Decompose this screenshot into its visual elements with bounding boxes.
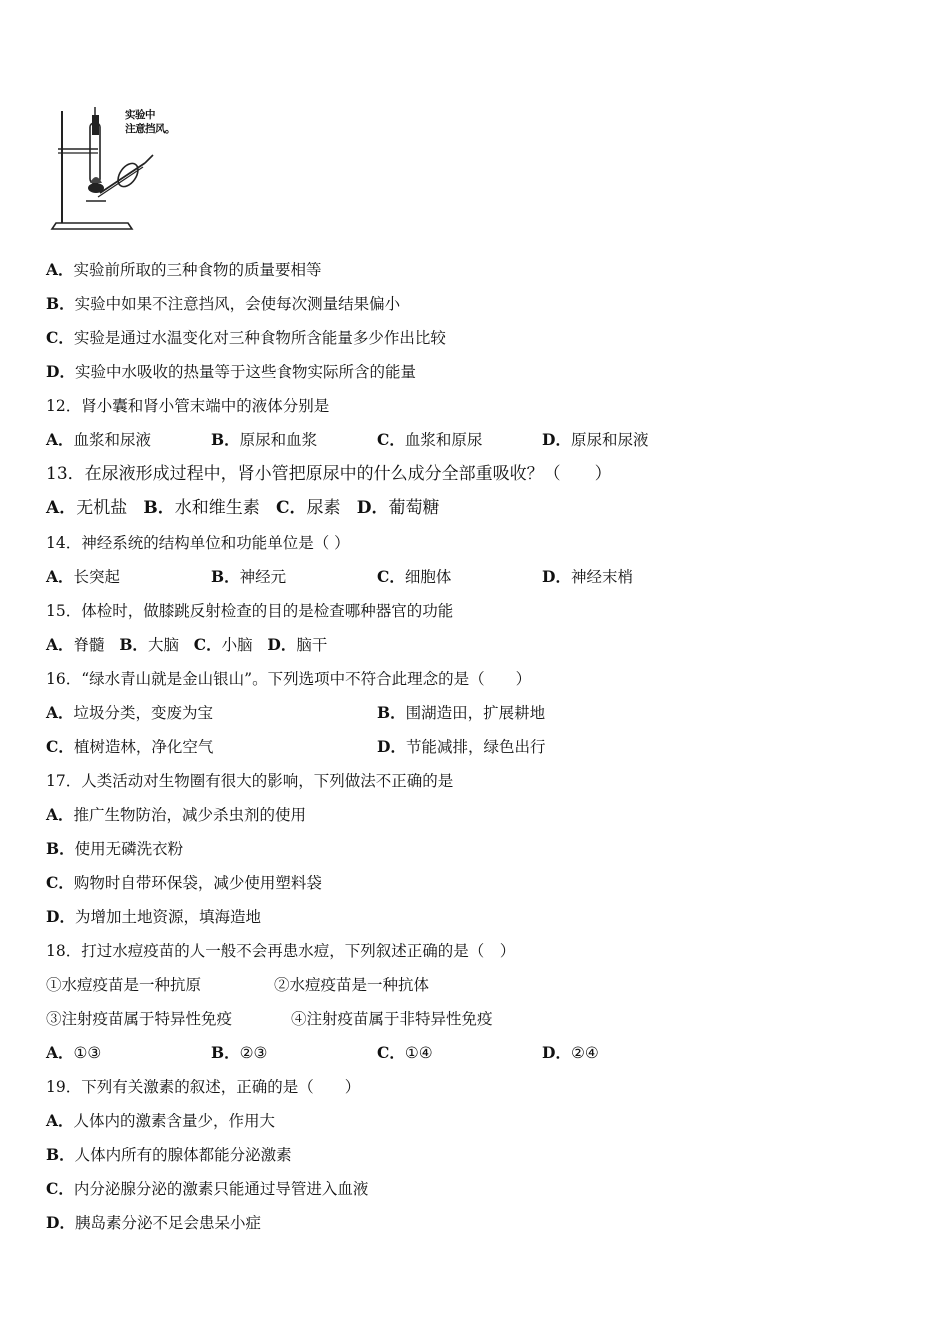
q17-option-a: A．推广生物防治，减少杀虫剂的使用: [46, 805, 307, 824]
q11-option-d: D．实验中水吸收的热量等于这些食物实际所含的能量: [46, 362, 416, 381]
q14-option-d: D．神经末梢: [542, 567, 633, 586]
q11-option-b: B．实验中如果不注意挡风，会使每次测量结果偏小: [46, 294, 401, 313]
q18-statement-2: ②水痘疫苗是一种抗体: [274, 976, 430, 994]
q16-option-c: C．植树造林，净化空气: [46, 737, 214, 756]
q12-option-a: A．血浆和尿液: [46, 430, 152, 449]
q19-option-b: B．人体内所有的腺体都能分泌激素: [46, 1145, 292, 1164]
q13-options: A．无机盐 B．水和维生素 C．尿素 D．葡萄糖: [46, 498, 440, 518]
q17-stem: 17．人类活动对生物圈有很大的影响，下列做法不正确的是: [46, 772, 454, 790]
q18-statement-4: ④注射疫苗属于非特异性免疫: [291, 1010, 493, 1028]
q12-stem: 12．肾小囊和肾小管末端中的液体分别是: [46, 397, 330, 415]
figure-note-line1: 实验中: [125, 109, 155, 121]
q18-option-c: C．①④: [377, 1043, 433, 1062]
q19-stem: 19．下列有关激素的叙述，正确的是（ ）: [46, 1078, 361, 1096]
q14-stem: 14．神经系统的结构单位和功能单位是（ ）: [46, 534, 350, 552]
q12-option-d: D．原尿和尿液: [542, 430, 649, 449]
q18-option-a: A．①③: [46, 1043, 102, 1062]
q16-option-a: A．垃圾分类，变废为宝: [46, 703, 214, 722]
q17-option-d: D．为增加土地资源，填海造地: [46, 907, 261, 926]
q18-statement-3: ③注射疫苗属于特异性免疫: [46, 1010, 233, 1028]
q18-option-b: B．②③: [211, 1043, 268, 1062]
q16-option-d: D．节能减排，绿色出行: [377, 737, 546, 756]
q18-option-d: D．②④: [542, 1043, 599, 1062]
q15-options: A．脊髓 B．大脑 C．小脑 D．脑干: [46, 635, 328, 654]
q11-option-c: C．实验是通过水温变化对三种食物所含能量多少作出比较: [46, 328, 446, 347]
q13-stem: 13．在尿液形成过程中，肾小管把原尿中的什么成分全部重吸收？（ ）: [46, 464, 612, 484]
q16-stem: 16．“绿水青山就是金山银山”。下列选项中不符合此理念的是（ ）: [46, 670, 532, 688]
q12-option-c: C．血浆和原尿: [377, 430, 483, 449]
q18-statement-1: ①水痘疫苗是一种抗原: [46, 976, 202, 994]
q14-option-b: B．神经元: [211, 567, 287, 586]
figure-note: [125, 108, 175, 136]
q17-option-b: B．使用无磷洗衣粉: [46, 839, 184, 858]
q19-option-d: D．胰岛素分泌不足会患呆小症: [46, 1213, 261, 1232]
experiment-apparatus-figure: [50, 105, 200, 233]
q16-option-b: B．围湖造田，扩展耕地: [377, 703, 546, 722]
q14-option-c: C．细胞体: [377, 567, 452, 586]
q15-stem: 15．体检时，做膝跳反射检查的目的是检查哪种器官的功能: [46, 602, 454, 620]
q19-option-a: A．人体内的激素含量少，作用大: [46, 1111, 276, 1130]
q19-option-c: C．内分泌腺分泌的激素只能通过导管进入血液: [46, 1179, 369, 1198]
q11-option-a: A．实验前所取的三种食物的质量要相等: [46, 260, 322, 279]
q12-option-b: B．原尿和血浆: [211, 430, 318, 449]
q17-option-c: C．购物时自带环保袋，减少使用塑料袋: [46, 873, 322, 892]
figure-note-line2: 注意挡风。: [125, 123, 175, 135]
q18-stem: 18．打过水痘疫苗的人一般不会再患水痘，下列叙述正确的是（ ）: [46, 942, 516, 960]
q14-option-a: A．长突起: [46, 567, 121, 586]
